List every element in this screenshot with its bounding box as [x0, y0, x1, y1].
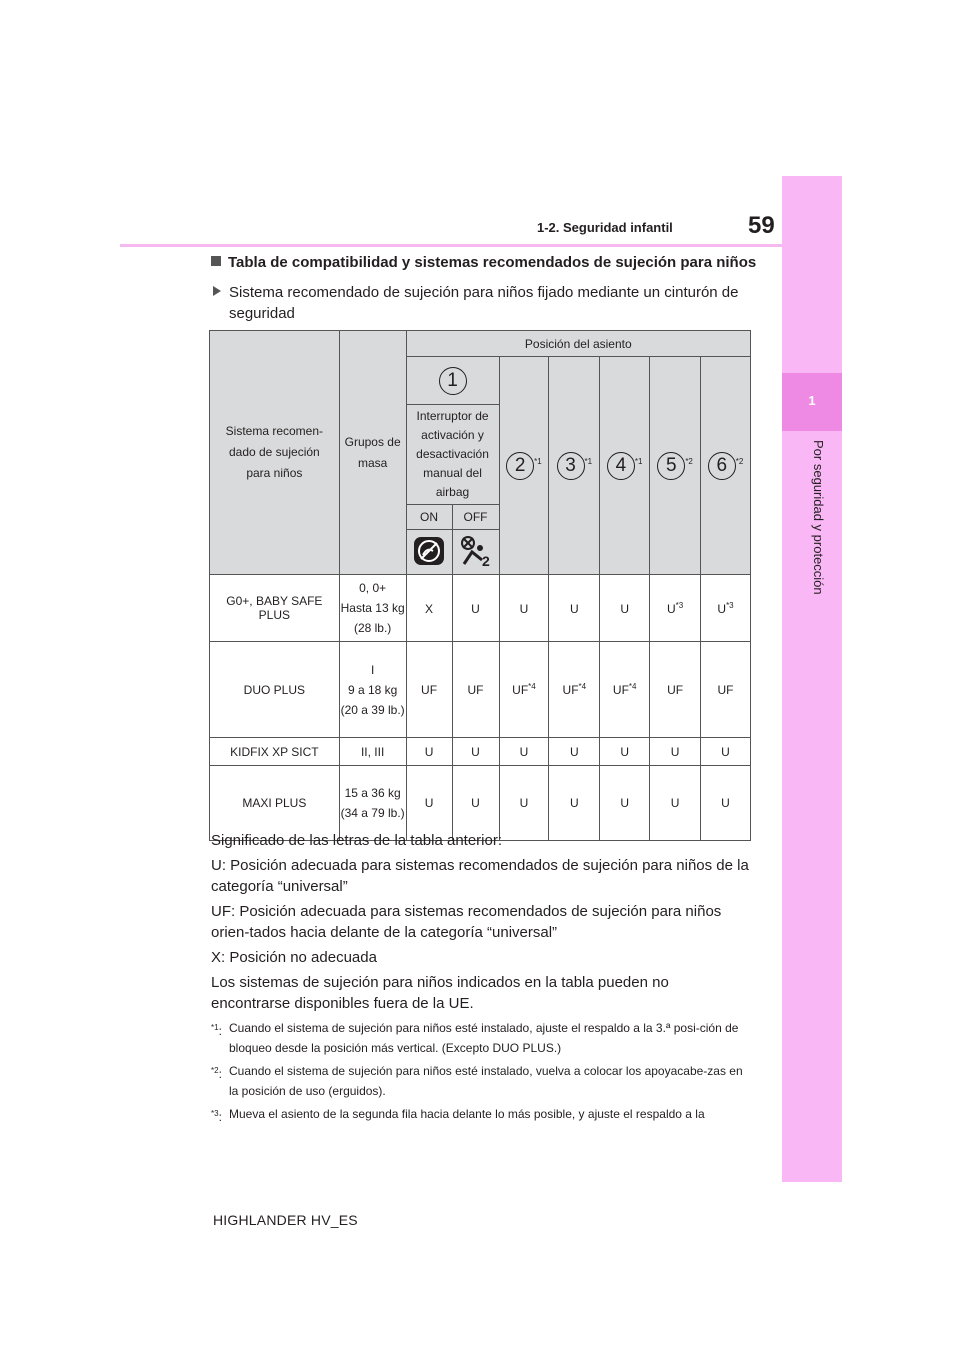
airbag-switch-label: Interruptor de activación y desactivación manual del airbag [406, 405, 499, 505]
cell: U [406, 738, 452, 766]
cell: U [406, 766, 452, 841]
airbag-off-label: OFF [452, 505, 499, 530]
seat-note: *2 [685, 456, 693, 466]
header-system: Sistema recomen-dado de sujeción para niños [210, 331, 340, 575]
cell: U [549, 575, 600, 642]
seat-number-icon: 5 [657, 452, 685, 480]
seat-note: *2 [735, 456, 744, 466]
sub-heading-line2: seguridad [229, 305, 295, 322]
header-position: Posición del asiento [406, 331, 750, 357]
footer-model: HIGHLANDER HV_ES [213, 1212, 358, 1228]
row-system: G0+, BABY SAFE PLUS [210, 575, 340, 642]
footnote: $^{*1}$: Cuando el sistema de sujeción para niños esté instalado, ajuste el respaldo a la 3.ª posi-ción de bloqueo desde la posición más vertical. (Excepto DUO PLUS.) [211, 1021, 739, 1055]
seat-note: *1 [634, 456, 643, 466]
seat-2-cell [499, 357, 549, 575]
cell: U [701, 738, 751, 766]
seat-note: *1 [534, 456, 542, 466]
cell: U [701, 766, 751, 841]
cell: UF [452, 642, 499, 738]
cell: X [406, 575, 452, 642]
square-bullet-icon [211, 256, 221, 266]
cell: U [452, 766, 499, 841]
cell: U [549, 738, 600, 766]
row-mass: 15 a 36 kg (34 a 79 lb.) [339, 766, 406, 841]
legend-notes [211, 830, 751, 1127]
seat-4-cell [600, 357, 650, 575]
seat-6-cell [701, 357, 751, 575]
cell: U [600, 738, 650, 766]
chapter-number: 1 [808, 393, 816, 408]
seat-note: *1 [584, 456, 593, 466]
section-title: 1-2. Seguridad infantil [537, 220, 673, 235]
cell: $U^{*3}$ [701, 575, 751, 642]
page-number: 59 [748, 212, 775, 239]
seat-1-cell [406, 357, 499, 405]
seat-number-icon: 1 [439, 367, 467, 395]
row-system: DUO PLUS [210, 642, 340, 738]
sub-heading [213, 282, 773, 324]
svg-text:2: 2 [481, 552, 490, 568]
cell: UF [650, 642, 701, 738]
header-divider [120, 244, 782, 247]
note-eu: Los sistemas de sujeción para niños indicados en la tabla pueden no encontrarse disponibles fuera de la UE. [211, 974, 669, 1012]
cell: UF$^{*4}$ [549, 642, 600, 738]
cell: U [499, 766, 549, 841]
passenger-airbag-off-icon [452, 530, 499, 575]
passenger-airbag-on-icon [406, 530, 452, 575]
table-row [210, 642, 751, 738]
cell: U [600, 575, 650, 642]
cell: UF$^{*4}$ [499, 642, 549, 738]
seat-number-icon: 6 [708, 452, 736, 480]
sub-heading-line1: Sistema recomendado de sujeción para niños fijado mediante un cinturón de [229, 284, 739, 301]
table-row [210, 738, 751, 766]
note-x: X: Posición no adecuada [211, 949, 377, 966]
cell: U [499, 575, 549, 642]
cell: UF [406, 642, 452, 738]
cell: U [650, 766, 701, 841]
row-mass: 0, 0+ Hasta 13 kg (28 lb.) [339, 575, 406, 642]
note-uf: UF: Posición adecuada para sistemas recomendados de sujeción para niños orien-tados hacia delante de la categoría “universal” [211, 903, 722, 941]
compatibility-table [209, 330, 751, 841]
cell: U [650, 738, 701, 766]
seat-number-icon: 4 [607, 452, 635, 480]
chapter-side-tab [782, 176, 842, 1182]
airbag-on-label: ON [406, 505, 452, 530]
seat-number-icon: 2 [506, 452, 534, 480]
heading-text: Tabla de compatibilidad y sistemas recomendados de sujeción para niños [228, 254, 757, 271]
cell: UF$^{*4}$ [600, 642, 650, 738]
cell: U [452, 575, 499, 642]
seat-5-cell [650, 357, 701, 575]
row-mass: II, III [339, 738, 406, 766]
cell: UF [701, 642, 751, 738]
row-mass: I 9 a 18 kg (20 a 39 lb.) [339, 642, 406, 738]
note-u: U: Posición adecuada para sistemas recomendados de sujeción para niños de la categoría “universal” [211, 857, 749, 895]
cell: U [600, 766, 650, 841]
triangle-bullet-icon [213, 286, 221, 296]
header-mass: Grupos de masa [339, 331, 406, 575]
seat-number-icon: 3 [557, 452, 585, 480]
row-system: MAXI PLUS [210, 766, 340, 841]
row-system: KIDFIX XP SICT [210, 738, 340, 766]
footnote: $^{*3}$: Mueva el asiento de la segunda fila hacia delante lo más posible, y ajuste el respaldo a la [211, 1107, 705, 1124]
cell: $U^{*3}$ [650, 575, 701, 642]
cell: U [499, 738, 549, 766]
chapter-title: Por seguridad y protección [811, 440, 826, 595]
table-heading [211, 254, 756, 271]
table-row [210, 575, 751, 642]
notes-intro: Significado de las letras de la tabla anterior: [211, 832, 503, 849]
footnote: $^{*2}$: Cuando el sistema de sujeción para niños esté instalado, vuelva a colocar los apoyacabe-zas en la posición de uso (erguidos). [211, 1064, 743, 1098]
cell: U [452, 738, 499, 766]
cell: U [549, 766, 600, 841]
seat-3-cell [549, 357, 600, 575]
